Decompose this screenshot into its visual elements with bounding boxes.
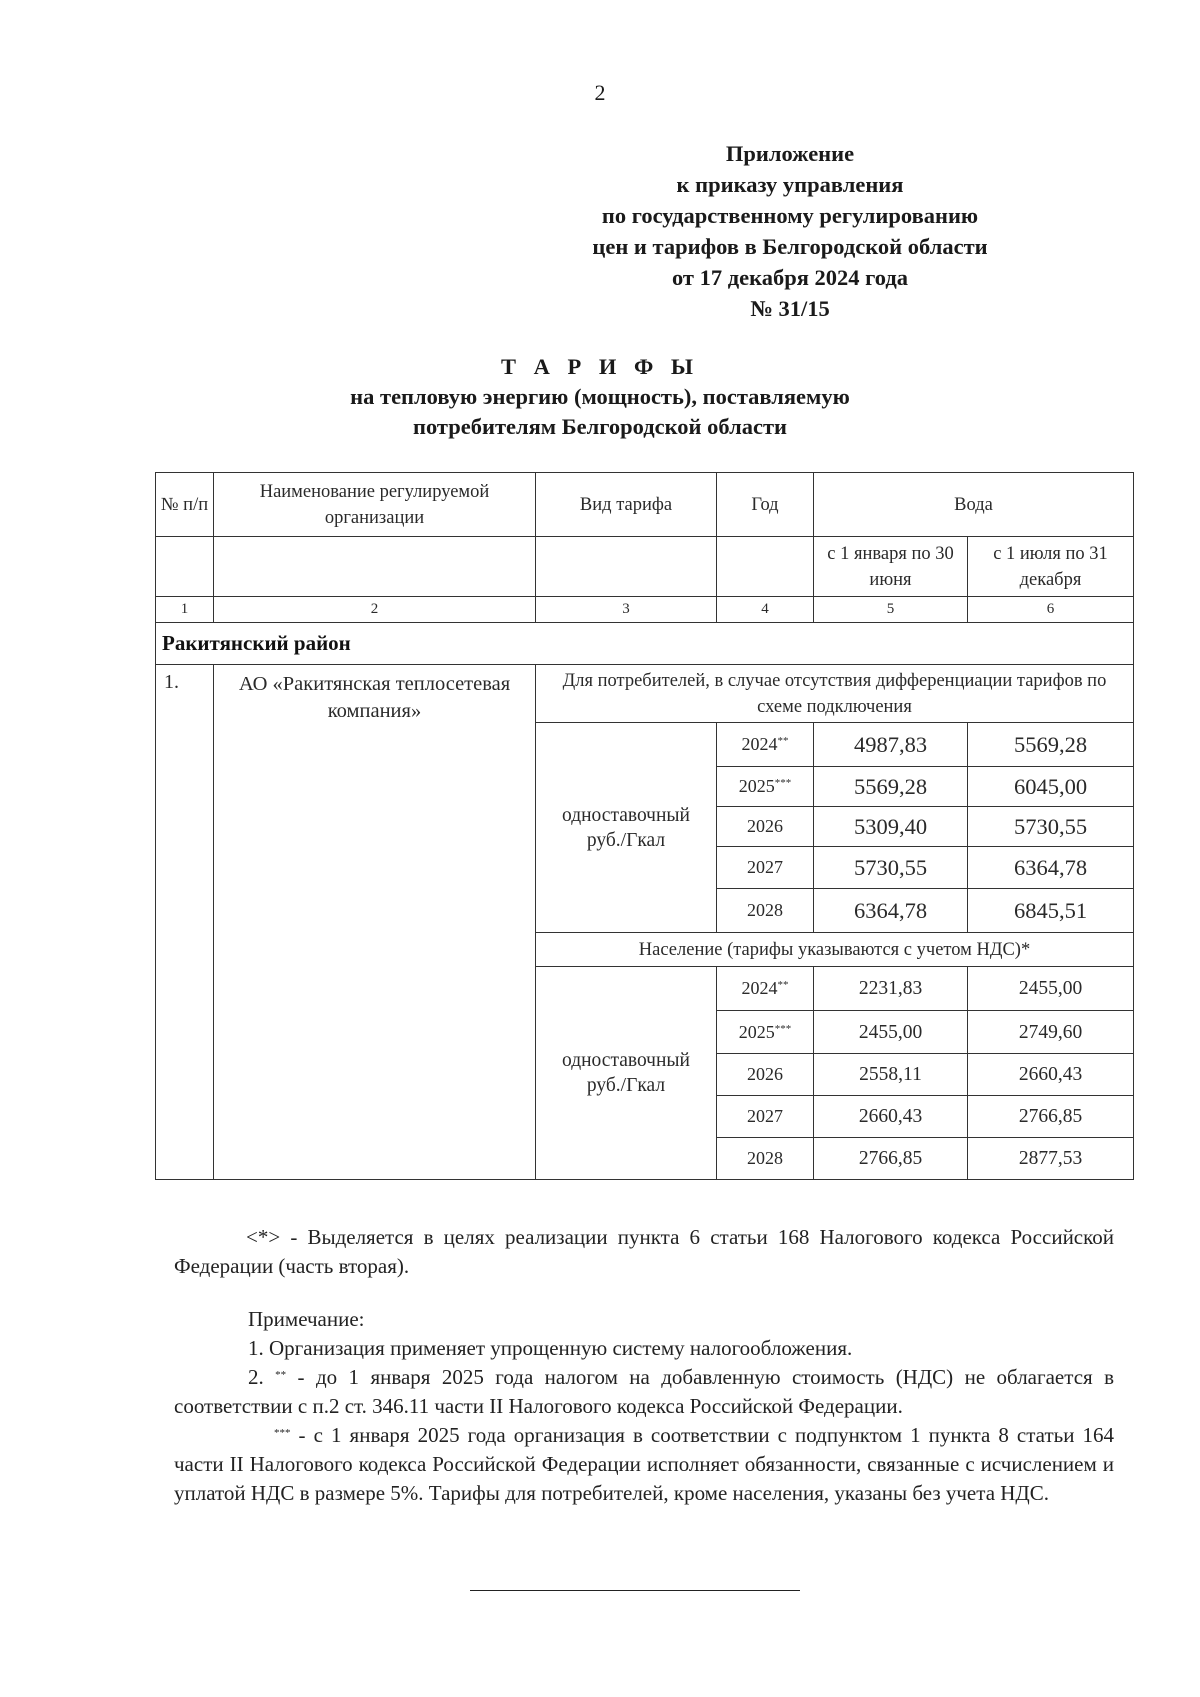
footnote-mark: ** <box>777 979 789 991</box>
value-cell: 2231,83 <box>814 967 968 1011</box>
appendix-block <box>580 138 1000 324</box>
value-cell: 2766,85 <box>814 1138 968 1180</box>
year-cell <box>717 767 814 807</box>
header-period2: с 1 июля по 31 декабря <box>968 537 1134 597</box>
year-cell <box>717 967 814 1011</box>
value-cell: 2660,43 <box>814 1096 968 1138</box>
header-empty <box>156 537 214 597</box>
year-value: 2024 <box>741 978 778 998</box>
note-prefix: 2. <box>248 1365 264 1389</box>
value-cell: 2455,00 <box>968 967 1134 1011</box>
appendix-line: Приложение <box>725 141 855 166</box>
closing-rule <box>470 1590 800 1591</box>
value-cell: 6045,00 <box>968 767 1134 807</box>
year-cell <box>717 723 814 767</box>
row-number: 1. <box>156 665 214 1180</box>
year-value: 2025 <box>738 1021 775 1042</box>
appendix-line: от 17 декабря 2024 года <box>671 265 909 290</box>
value-cell: 2660,43 <box>968 1054 1134 1096</box>
column-number: 6 <box>968 597 1134 623</box>
tariff-table <box>155 472 1134 1180</box>
note-item: 1. Организация применяет упрощенную систему налогообложения. <box>248 1336 853 1360</box>
footnote-mark: ** <box>777 735 789 747</box>
value-cell: 2455,00 <box>814 1011 968 1054</box>
year-cell <box>717 1138 814 1180</box>
document-title <box>0 352 1200 442</box>
year-value: 2025 <box>738 776 775 796</box>
header-year: Год <box>717 473 814 537</box>
appendix-line: цен и тарифов в Белгородской области <box>592 234 988 259</box>
title-line: на тепловую энергию (мощность), поставляемую <box>350 384 850 409</box>
value-cell: 2877,53 <box>968 1138 1134 1180</box>
header-empty <box>536 537 717 597</box>
year-cell <box>717 1011 814 1054</box>
footnote-mark: *** <box>274 1427 291 1439</box>
tariff-kind: одноставочный руб./Гкал <box>536 967 717 1180</box>
column-number: 1 <box>156 597 214 623</box>
value-cell: 6364,78 <box>968 847 1134 889</box>
year-value: 2028 <box>747 900 783 920</box>
header-kind: Вид тарифа <box>536 473 717 537</box>
note-text: - с 1 января 2025 года организация в соответствии с подпунктом 1 пункта 8 статьи 164 части II Налогового кодекса Российской Федерации исполняет обязанности, связанные с исчислением и уплатой НДС в размере 5%. Тарифы для потребителей, кроме населения, указаны без учета НДС. <box>174 1423 1114 1505</box>
year-value: 2026 <box>747 816 783 836</box>
year-cell <box>717 1096 814 1138</box>
notes-block <box>174 1305 1114 1508</box>
district-row: Ракитянский район <box>156 623 1134 665</box>
group-caption: Население (тарифы указываются с учетом НДС)* <box>536 933 1134 967</box>
appendix-line: к приказу управления <box>676 172 904 197</box>
appendix-line: по государственному регулированию <box>601 203 979 228</box>
footnote-mark: ** <box>275 1369 287 1381</box>
value-cell: 5569,28 <box>968 723 1134 767</box>
footnote-mark: *** <box>774 777 792 789</box>
header-num: № п/п <box>156 473 214 537</box>
value-cell: 5309,40 <box>814 807 968 847</box>
title-line: потребителям Белгородской области <box>413 414 787 439</box>
year-cell <box>717 807 814 847</box>
column-number: 2 <box>214 597 536 623</box>
value-cell: 2749,60 <box>968 1011 1134 1054</box>
year-value: 2027 <box>747 1106 783 1126</box>
title-main: Т А Р И Ф Ы <box>500 354 700 379</box>
column-number: 4 <box>717 597 814 623</box>
value-cell: 4987,83 <box>814 723 968 767</box>
header-org: Наименование регулируемой организации <box>214 473 536 537</box>
value-cell: 5569,28 <box>814 767 968 807</box>
tariff-kind: одноставочный руб./Гкал <box>536 723 717 933</box>
year-cell <box>717 889 814 933</box>
value-cell: 5730,55 <box>814 847 968 889</box>
value-cell: 6364,78 <box>814 889 968 933</box>
column-number: 5 <box>814 597 968 623</box>
header-empty <box>717 537 814 597</box>
header-empty <box>214 537 536 597</box>
footnote-paragraph: <*> - Выделяется в целях реализации пункта 6 статьи 168 Налогового кодекса Российской Федерации (часть вторая). <box>174 1225 1114 1278</box>
year-value: 2026 <box>747 1064 783 1084</box>
year-value: 2028 <box>747 1148 783 1168</box>
year-cell <box>717 1054 814 1096</box>
note-text: - до 1 января 2025 года налогом на добавленную стоимость (НДС) не облагается в соответствии с п.2 ст. 346.11 части II Налогового кодекса Российской Федерации. <box>174 1365 1114 1418</box>
page-number: 2 <box>594 80 606 105</box>
value-cell: 6845,51 <box>968 889 1134 933</box>
year-cell <box>717 847 814 889</box>
organization-name: АО «Ракитянская теплосетевая компания» <box>214 665 536 1180</box>
footnote-mark: *** <box>774 1022 792 1035</box>
year-value: 2024 <box>741 734 778 754</box>
header-water: Вода <box>814 473 1134 537</box>
value-cell: 5730,55 <box>968 807 1134 847</box>
value-cell: 2766,85 <box>968 1096 1134 1138</box>
appendix-line: № 31/15 <box>750 296 830 321</box>
column-number: 3 <box>536 597 717 623</box>
year-value: 2027 <box>747 857 783 877</box>
note-item <box>174 1363 1114 1421</box>
notes-heading: Примечание: <box>248 1307 365 1331</box>
value-cell: 2558,11 <box>814 1054 968 1096</box>
header-period1: с 1 января по 30 июня <box>814 537 968 597</box>
group-caption: Для потребителей, в случае отсутствия дифференциации тарифов по схеме подключения <box>536 665 1134 723</box>
note-item <box>174 1421 1114 1508</box>
